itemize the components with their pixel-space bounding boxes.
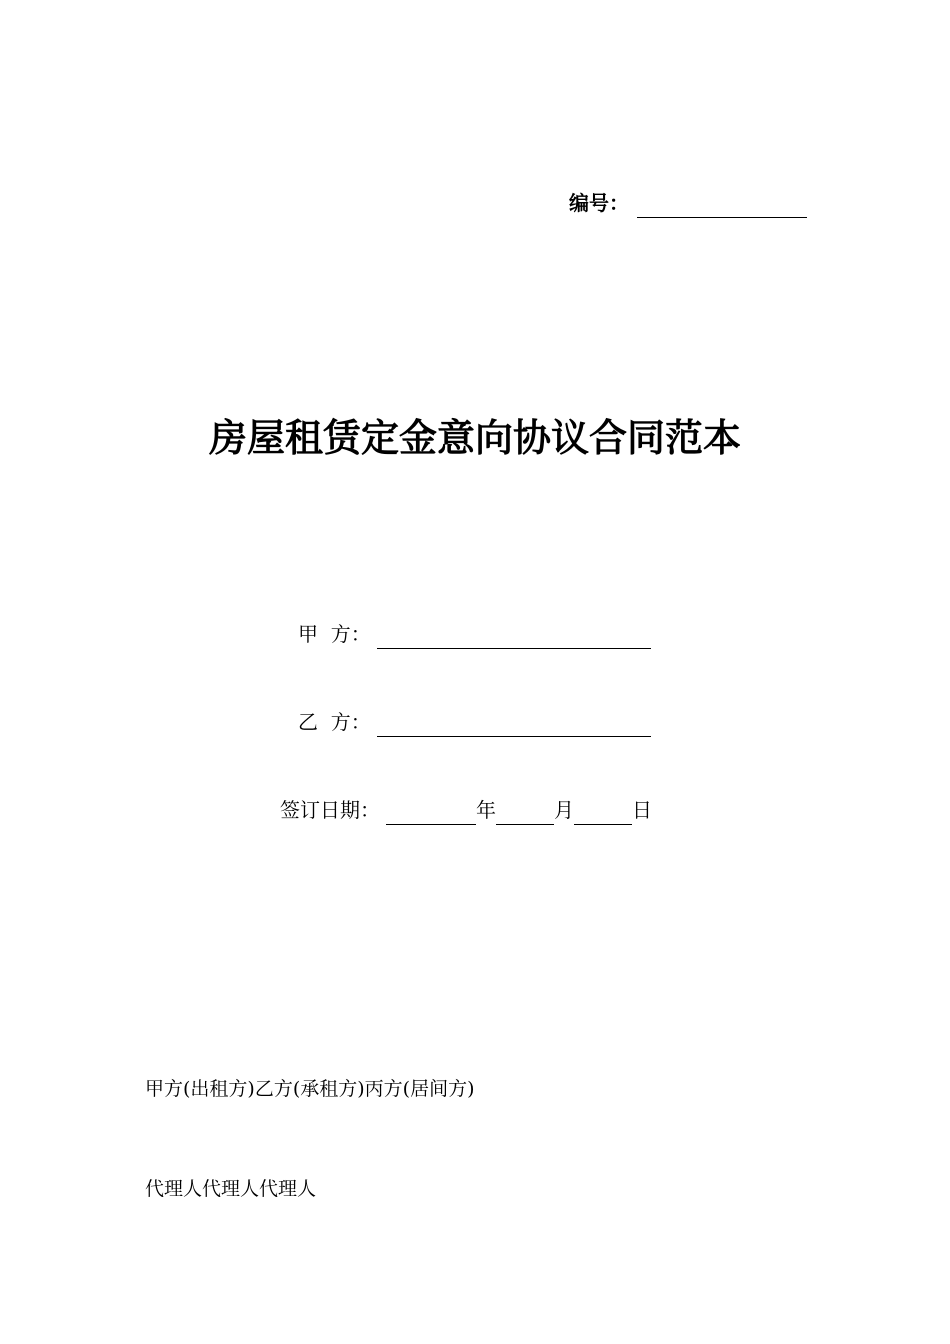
document-number: [569, 188, 807, 218]
document-number-blank: [637, 193, 807, 218]
day-blank: [574, 802, 632, 825]
month-blank: [496, 802, 554, 825]
agents-line: 代理人代理人代理人: [145, 1178, 317, 1200]
party-b-label: 乙 方：: [298, 710, 371, 734]
year-unit: 年: [476, 798, 496, 822]
parties-roles-line: 甲方(出租方)乙方(承租方)丙方(居间方): [145, 1078, 475, 1100]
document-number-label: 编号：: [569, 191, 629, 215]
year-blank: [386, 802, 476, 825]
party-a-row: [298, 619, 651, 649]
party-b-blank: [377, 714, 651, 737]
signing-date-row: [280, 795, 652, 825]
party-a-blank: [377, 626, 651, 649]
signing-date-label: 签订日期：: [280, 798, 380, 822]
month-unit: 月: [554, 798, 574, 822]
document-title: 房屋租赁定金意向协议合同范本: [208, 416, 741, 460]
day-unit: 日: [632, 798, 652, 822]
party-b-row: [298, 707, 651, 737]
party-a-label: 甲 方：: [298, 622, 371, 646]
